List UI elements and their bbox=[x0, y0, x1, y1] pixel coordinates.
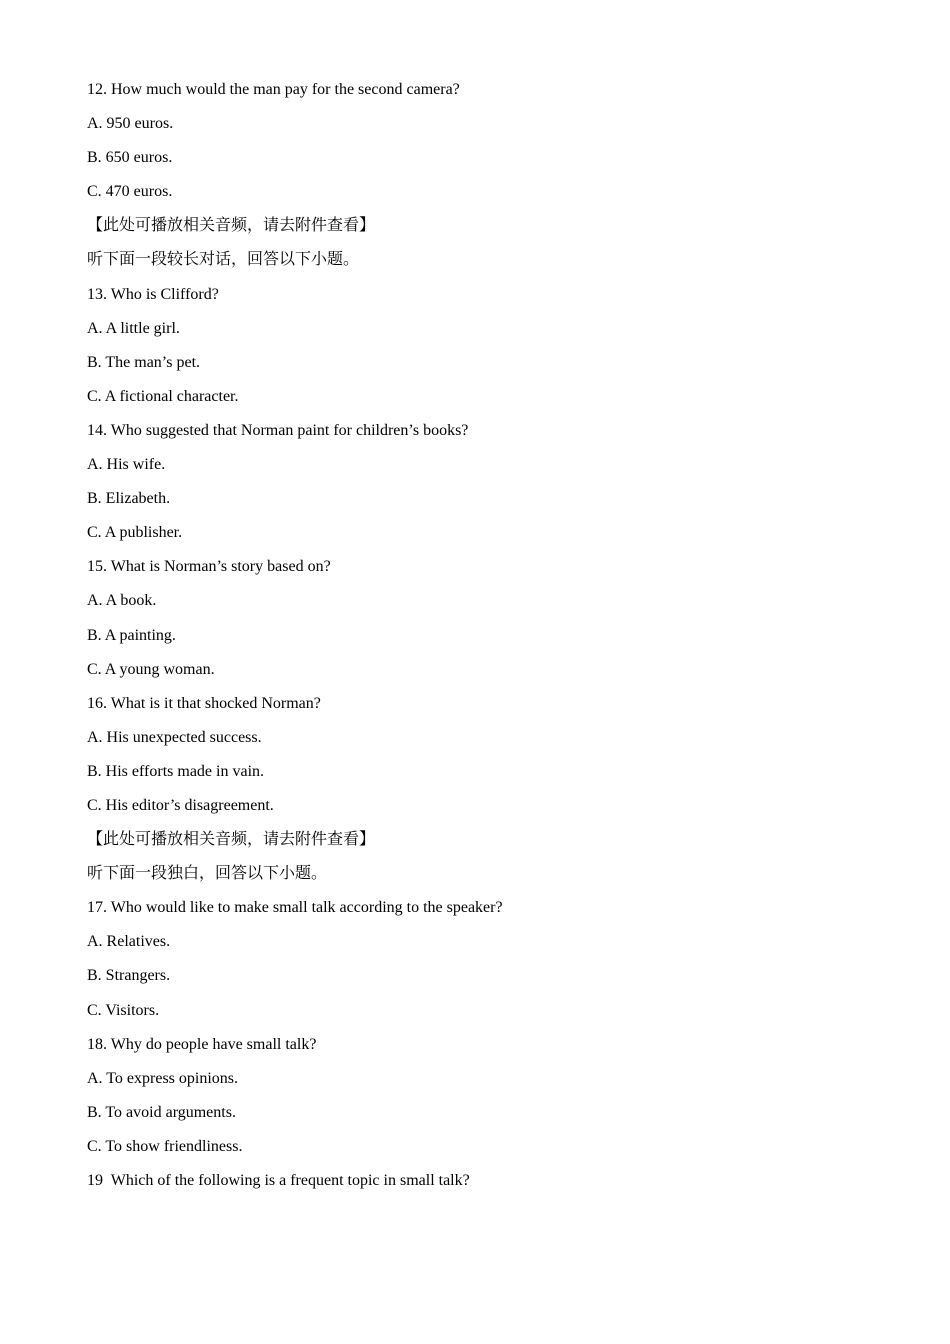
question-text: 19 Which of the following is a frequent topic in small talk? bbox=[87, 1172, 470, 1189]
answer-option: A. A book. bbox=[87, 592, 157, 610]
audio-note: 【此处可播放相关音频，请去附件查看】 bbox=[87, 217, 376, 235]
answer-option: A. Relatives. bbox=[87, 933, 171, 951]
answer-option: C. His editor’s disagreement. bbox=[87, 796, 274, 814]
answer-option: A. 950 euros. bbox=[87, 115, 174, 133]
answer-option: A. His unexpected success. bbox=[87, 728, 262, 746]
question-text: 18. Why do people have small talk? bbox=[87, 1035, 317, 1053]
answer-option: C. A young woman. bbox=[87, 660, 215, 678]
answer-option: C. Visitors. bbox=[87, 1001, 160, 1019]
answer-option: B. A painting. bbox=[87, 626, 176, 644]
answer-option: C. To show friendliness. bbox=[87, 1137, 243, 1155]
question-text: 15. What is Norman’s story based on? bbox=[87, 558, 331, 576]
answer-option: B. To avoid arguments. bbox=[87, 1103, 236, 1121]
answer-option: B. The man’s pet. bbox=[87, 353, 201, 371]
answer-option: A. His wife. bbox=[87, 456, 166, 474]
question-text: 13. Who is Clifford? bbox=[87, 285, 219, 303]
question-text: 17. Who would like to make small talk according to the speaker? bbox=[87, 899, 503, 917]
answer-option: C. A publisher. bbox=[87, 524, 183, 542]
answer-option: C. A fictional character. bbox=[87, 387, 239, 405]
answer-option: B. Strangers. bbox=[87, 967, 171, 985]
question-text: 12. How much would the man pay for the second camera? bbox=[87, 81, 460, 98]
answer-option: B. 650 euros. bbox=[87, 149, 173, 167]
question-text: 16. What is it that shocked Norman? bbox=[87, 694, 321, 712]
question-text: 14. Who suggested that Norman paint for children’s books? bbox=[87, 421, 469, 439]
audio-note: 【此处可播放相关音频，请去附件查看】 bbox=[87, 831, 376, 849]
answer-option: B. His efforts made in vain. bbox=[87, 762, 265, 780]
answer-option: A. A little girl. bbox=[87, 319, 180, 337]
section-instruction: 听下面一段较长对话，回答以下小题。 bbox=[87, 251, 360, 269]
section-instruction: 听下面一段独白，回答以下小题。 bbox=[87, 865, 328, 883]
document-body bbox=[87, 78, 887, 1203]
answer-option: A. To express opinions. bbox=[87, 1069, 239, 1087]
answer-option: B. Elizabeth. bbox=[87, 490, 171, 508]
answer-option: C. 470 euros. bbox=[87, 183, 173, 201]
